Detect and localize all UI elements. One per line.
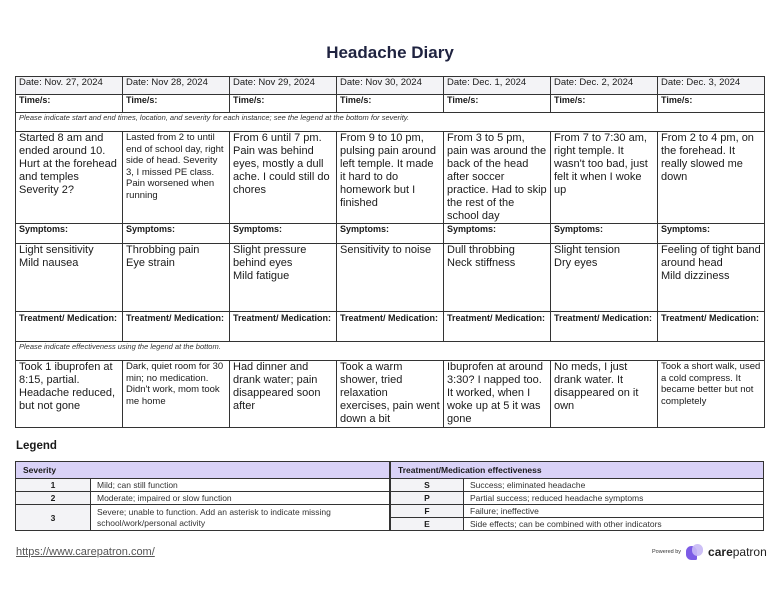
symptoms-cell[interactable] [658, 244, 765, 312]
symptom-item: Mild dizziness [661, 270, 730, 282]
date-cell[interactable]: Date: Dec. 3, 2024 [658, 77, 765, 95]
entry-cell[interactable]: Lasted from 2 to until end of school day, right side of head. Severity 3, I missed PE class. Pain worsened when running [123, 132, 230, 224]
effectiveness-desc: Partial success; reduced headache symptoms [464, 492, 764, 505]
entry-cell[interactable]: From 6 until 7 pm. Pain was behind eyes, mostly a dull ache. I could still do chores [230, 132, 337, 224]
time-label[interactable]: Time/s: [551, 95, 658, 113]
severity-code: 1 [16, 479, 91, 492]
treatment-cell[interactable]: Dark, quiet room for 30 min; no medication. Didn't work, mom took me home [123, 361, 230, 428]
legend-row [16, 479, 390, 492]
severity-legend-title: Severity [16, 462, 390, 479]
effectiveness-desc: Failure; ineffective [464, 505, 764, 518]
legend-row [391, 518, 764, 531]
carepatron-logo-icon [686, 544, 704, 560]
entry-cell[interactable]: From 7 to 7:30 am, right temple. It wasn't too bad, just felt it when I woke up [551, 132, 658, 224]
symptom-item: Feeling of tight band around head [661, 244, 761, 269]
effectiveness-desc: Side effects; can be combined with other indicators [464, 518, 764, 531]
symptom-item: Slight tension [554, 244, 621, 256]
symptom-item: Dry eyes [554, 257, 598, 269]
severity-desc: Severe; unable to function. Add an asterisk to indicate missing school/work/personal activity [91, 505, 390, 531]
time-label[interactable]: Time/s: [123, 95, 230, 113]
entry-cell[interactable]: From 9 to 10 pm, pulsing pain around left temple. It made it hard to do homework but I finished [337, 132, 444, 224]
symptoms-label: Symptoms: [337, 224, 444, 244]
treatment-label: Treatment/ Medication: [337, 312, 444, 342]
symptoms-label: Symptoms: [123, 224, 230, 244]
effectiveness-desc: Success; eliminated headache [464, 479, 764, 492]
entry-cell[interactable]: From 2 to 4 pm, on the forehead. It really slowed me down [658, 132, 765, 224]
symptom-item: Mild fatigue [233, 270, 290, 282]
effectiveness-code: S [391, 479, 464, 492]
date-cell[interactable]: Date: Nov 28, 2024 [123, 77, 230, 95]
treatment-cell[interactable]: Had dinner and drank water; pain disappeared soon after [230, 361, 337, 428]
page-title: Headache Diary [326, 43, 454, 62]
symptom-item: Neck stiffness [447, 257, 516, 269]
effectiveness-legend-title: Treatment/Medication effectiveness [391, 462, 764, 479]
time-row [16, 95, 765, 113]
treatment-row [16, 361, 765, 428]
powered-by-label: Powered by [652, 549, 682, 555]
symptoms-label-row [16, 224, 765, 244]
entry-cell[interactable]: Started 8 am and ended around 10. Hurt at the forehead and temples Severity 2? [16, 132, 123, 224]
symptom-item: Mild nausea [19, 257, 79, 269]
entry-cell[interactable]: From 3 to 5 pm, pain was around the back of the head after soccer practice. Had to skip the rest of the school day [444, 132, 551, 224]
time-label[interactable]: Time/s: [444, 95, 551, 113]
treatment-cell[interactable]: Ibuprofen at around 3:30? I napped too. It worked, when I woke up at 5 it was gone [444, 361, 551, 428]
symptoms-cell[interactable] [551, 244, 658, 312]
treatment-label: Treatment/ Medication: [551, 312, 658, 342]
carepatron-link[interactable]: https://www.carepatron.com/ [16, 546, 155, 558]
legend-row [391, 479, 764, 492]
severity-desc: Mild; can still function [91, 479, 390, 492]
diary-table [15, 76, 765, 428]
date-cell[interactable]: Date: Nov. 27, 2024 [16, 77, 123, 95]
legend-row [16, 492, 390, 505]
powered-by-badge[interactable] [652, 544, 767, 560]
legend-row [16, 505, 390, 531]
effectiveness-instruction-row [16, 342, 765, 361]
time-label[interactable]: Time/s: [658, 95, 765, 113]
symptoms-cell[interactable] [230, 244, 337, 312]
effectiveness-code: E [391, 518, 464, 531]
severity-desc: Moderate; impaired or slow function [91, 492, 390, 505]
symptoms-label: Symptoms: [230, 224, 337, 244]
severity-legend-table [15, 461, 390, 531]
symptoms-label: Symptoms: [551, 224, 658, 244]
treatment-label-row [16, 312, 765, 342]
time-label[interactable]: Time/s: [230, 95, 337, 113]
time-label[interactable]: Time/s: [337, 95, 444, 113]
date-row [16, 77, 765, 95]
symptoms-cell[interactable] [123, 244, 230, 312]
treatment-cell[interactable]: No meds, I just drank water. It disappeared on it own [551, 361, 658, 428]
symptoms-label: Symptoms: [658, 224, 765, 244]
time-label[interactable]: Time/s: [16, 95, 123, 113]
symptom-item: Eye strain [126, 257, 175, 269]
symptom-item: Light sensitivity [19, 244, 94, 256]
treatment-label: Treatment/ Medication: [230, 312, 337, 342]
symptoms-cell[interactable] [444, 244, 551, 312]
date-cell[interactable]: Date: Dec. 2, 2024 [551, 77, 658, 95]
date-cell[interactable]: Date: Nov 30, 2024 [337, 77, 444, 95]
symptom-item: Sensitivity to noise [340, 244, 432, 256]
entry-row [16, 132, 765, 224]
date-cell[interactable]: Date: Nov 29, 2024 [230, 77, 337, 95]
symptom-item: Dull throbbing [447, 244, 515, 256]
treatment-label: Treatment/ Medication: [16, 312, 123, 342]
treatment-cell[interactable]: Took 1 ibuprofen at 8:15, partial. Headache reduced, but not gone [16, 361, 123, 428]
severity-code: 2 [16, 492, 91, 505]
symptom-item: Throbbing pain [126, 244, 200, 256]
effectiveness-code: F [391, 505, 464, 518]
treatment-cell[interactable]: Took a short walk, used a cold compress. It became better but not completely [658, 361, 765, 428]
symptoms-cell[interactable] [16, 244, 123, 312]
symptoms-label: Symptoms: [16, 224, 123, 244]
treatment-cell[interactable]: Took a warm shower, tried relaxation exercises, pain went down a bit [337, 361, 444, 428]
symptoms-label: Symptoms: [444, 224, 551, 244]
symptoms-cell[interactable] [337, 244, 444, 312]
effectiveness-code: P [391, 492, 464, 505]
legend-heading: Legend [16, 440, 57, 452]
severity-instruction-row [16, 113, 765, 132]
severity-code: 3 [16, 505, 91, 531]
treatment-label: Treatment/ Medication: [658, 312, 765, 342]
legend-row [391, 492, 764, 505]
severity-instruction: Please indicate start and end times, location, and severity for each instance; see the legend at the bottom for severity. [16, 113, 765, 132]
symptom-item: Slight pressure behind eyes [233, 244, 307, 269]
treatment-label: Treatment/ Medication: [123, 312, 230, 342]
legend-row [391, 505, 764, 518]
treatment-label: Treatment/ Medication: [444, 312, 551, 342]
symptoms-row [16, 244, 765, 312]
effectiveness-legend-table [390, 461, 764, 531]
effectiveness-instruction: Please indicate effectiveness using the legend at the bottom. [16, 342, 765, 361]
brand-name: carepatron [708, 545, 767, 559]
date-cell[interactable]: Date: Dec. 1, 2024 [444, 77, 551, 95]
